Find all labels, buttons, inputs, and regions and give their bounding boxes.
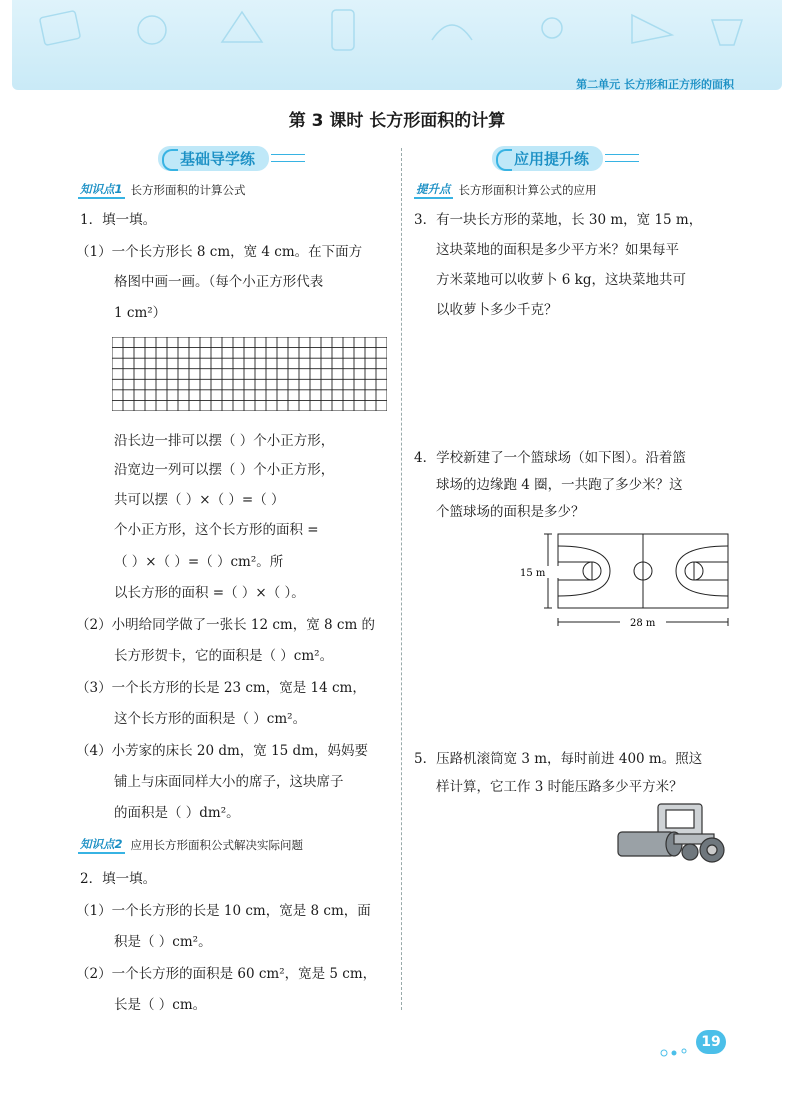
q2-1-line2: 积是（ ）cm²。 [114, 934, 212, 950]
kp1-text: 长方形面积的计算公式 [130, 183, 246, 197]
square-grid [112, 337, 387, 411]
q1-blank3: 共可以摆（ ）×（ ）=（ ） [114, 492, 285, 508]
q1-blank2: 沿宽边一列可以摆（ ）个小正方形， [114, 462, 335, 478]
q4-line1: 4．学校新建了一个篮球场（如下图）。沿着篮 [414, 450, 686, 466]
q1-heading: 1．填一填。 [80, 212, 157, 228]
q3-line3: 方米菜地可以收萝卜 6 kg，这块菜地共可 [436, 272, 686, 288]
page-number: 19 [696, 1030, 726, 1054]
q1-blank5: （ ）×（ ）=（ ）cm²。所 [114, 554, 284, 570]
basketball-court-diagram [520, 526, 740, 638]
q1-1-line1: （1）一个长方形长 8 cm，宽 4 cm。在下面方 [76, 244, 363, 260]
q1-1-line2: 格图中画一画。（每个小正方形代表 [114, 274, 324, 290]
dots-decoration-icon [660, 1046, 700, 1060]
section-advanced [492, 146, 639, 170]
q1-blank1: 沿长边一排可以摆（ ）个小正方形， [114, 433, 335, 449]
court-width-label: 15 m [520, 568, 546, 579]
section-basic-label: 基础导学练 [158, 146, 269, 171]
unit-label: 第二单元 长方形和正方形的面积 [576, 78, 734, 91]
q4-line2: 球场的边缘跑 4 圈，一共跑了多少米？这 [436, 477, 683, 493]
kp-text: 长方形面积计算公式的应用 [458, 183, 597, 197]
column-divider [401, 148, 402, 1010]
q2-1-line1: （1）一个长方形的长是 10 cm，宽是 8 cm，面 [76, 903, 371, 919]
kp2-text: 应用长方形面积公式解决实际问题 [130, 838, 304, 852]
kp-tag: 提升点 [414, 181, 453, 199]
knowledge-point-1 [78, 181, 246, 199]
section-basic [158, 146, 305, 170]
court-length-label: 28 m [630, 618, 656, 629]
knowledge-point-2 [78, 836, 303, 854]
q5-line1: 5．压路机滚筒宽 3 m，每时前进 400 m。照这 [414, 751, 703, 767]
kp1-tag: 知识点1 [78, 181, 125, 199]
q1-3-line2: 这个长方形的面积是（ ）cm²。 [114, 711, 307, 727]
q3-line1: 3．有一块长方形的菜地，长 30 m，宽 15 m， [414, 212, 703, 228]
q1-4-line2: 铺上与床面同样大小的席子，这块席子 [114, 774, 344, 790]
page-title: 第 3 课时 长方形面积的计算 [288, 111, 506, 131]
q4-line3: 个篮球场的面积是多少？ [436, 504, 585, 520]
q3-line2: 这块菜地的面积是多少平方米？如果每平 [436, 242, 679, 258]
section-advanced-label: 应用提升练 [492, 146, 603, 171]
q2-2-line1: （2）一个长方形的面积是 60 cm²，宽是 5 cm， [76, 966, 377, 982]
q1-4-line1: （4）小芳家的床长 20 dm，宽 15 dm，妈妈要 [76, 743, 368, 759]
q2-heading: 2．填一填。 [80, 871, 157, 887]
q2-2-line2: 长是（ ）cm。 [114, 997, 207, 1013]
q1-2-line1: （2）小明给同学做了一张长 12 cm，宽 8 cm 的 [76, 617, 376, 633]
road-roller-icon [612, 798, 728, 868]
q5-line2: 样计算，它工作 3 时能压路多少平方米？ [436, 779, 683, 795]
q1-1-line3: 1 cm²） [114, 305, 167, 321]
q1-4-line3: 的面积是（ ）dm²。 [114, 805, 240, 821]
improvement-point [414, 181, 597, 199]
q1-blank6: 以长方形的面积 =（ ）×（ ）。 [114, 585, 305, 601]
q1-2-line2: 长方形贺卡，它的面积是（ ）cm²。 [114, 648, 334, 664]
kp2-tag: 知识点2 [78, 836, 125, 854]
q1-3-line1: （3）一个长方形的长是 23 cm，宽是 14 cm， [76, 680, 366, 696]
q3-line4: 以收萝卜多少千克？ [436, 302, 558, 318]
q1-blank4: 个小正方形，这个长方形的面积 = [114, 522, 319, 538]
